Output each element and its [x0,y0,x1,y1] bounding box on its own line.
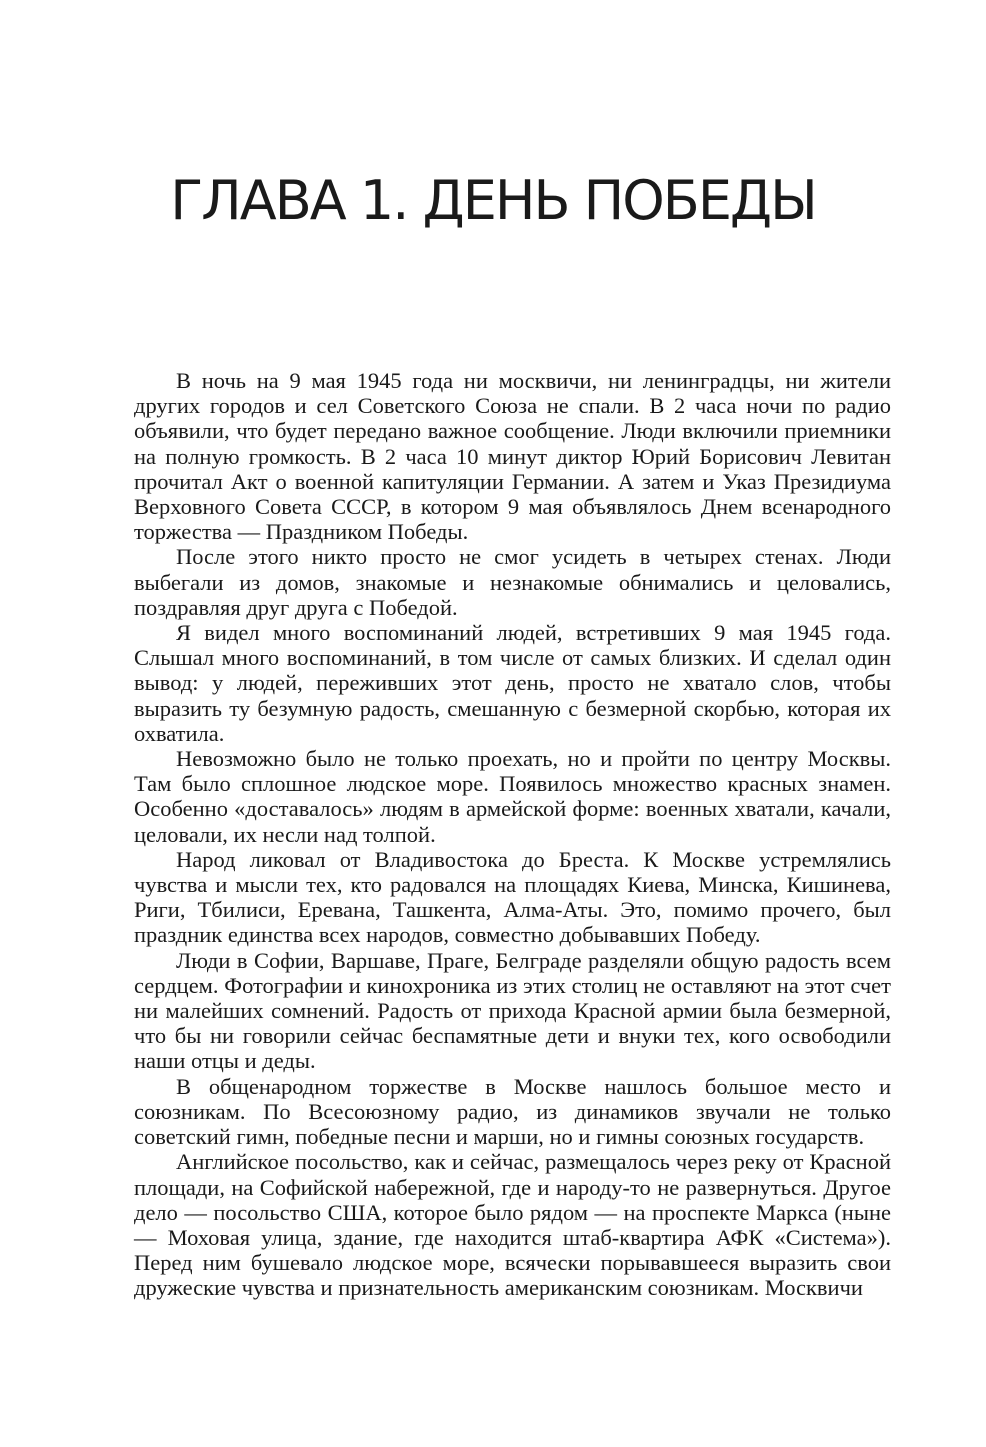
paragraph: После этого никто просто не смог усидеть в четырех стенах. Люди выбегали из домов, знакомые и незнакомые обнимались и целовались, поздравляя друг друга с Победой. [134,544,891,620]
paragraph: Народ ликовал от Владивостока до Бреста. К Москве устремлялись чувства и мысли тех, кто радовался на площадях Киева, Минска, Кишинева, Риги, Тбилиси, Еревана, Ташкента, Алма-Аты. Это, помимо прочего, был праздник единства всех народов, совместно добывавших Победу. [134,846,891,948]
paragraph: Я видел много воспоминаний людей, встретивших 9 мая 1945 года. Слышал много воспоминаний, в том числе от самых близких. И сделал один вывод: у людей, переживших этот день, просто не хватало слов, чтобы выразить ту безумную радость, смешанную с безмерной скорбью, которая их охватила. [134,620,891,746]
paragraph: В общенародном торжестве в Москве нашлось большое место и союзникам. По Всесоюзному радио, из динамиков звучали не только советский гимн, победные песни и марши, но и гимны союзных государств. [134,1073,891,1150]
chapter-body [134,368,891,1301]
paragraph: В ночь на 9 мая 1945 года ни москвичи, ни ленинградцы, ни жители других городов и сел Советского Союза не спали. В 2 часа ночи по радио объявили, что будет передано важное сообщение. Люди включили приемники на полную громкость. В 2 часа 10 минут диктор Юрий Борисович Левитан прочитал Акт о военной капитуляции Германии. А затем и Указ Президиума Верховного Совета СССР, в котором 9 мая объявлялось Днем всенародного торжества — Праздником Победы. [134,368,891,545]
paragraph: Невозможно было не только проехать, но и пройти по центру Москвы. Там было сплошное людское море. Появилось множество красных знамен. Особенно «доставалось» людям в армейской форме: военных хватали, качали, целовали, их несли над толпой. [134,746,891,847]
paragraph: Люди в Софии, Варшаве, Праге, Белграде разделяли общую радость всем сердцем. Фотографии и кинохроника из этих столиц не оставляют на этот счет ни малейших сомнений. Радость от прихода Красной армии была безмерной, что бы ни говорили сейчас беспамятные дети и внуки тех, кого освободили наши отцы и деды. [134,947,891,1074]
paragraph: Английское посольство, как и сейчас, размещалось через реку от Красной площади, на Софийской набережной, где и народу-то не развернуться. Другое дело — посольство США, которое было рядом — на проспекте Маркса (ныне — Моховая улица, здание, где находится штаб-квартира АФК «Система»). Перед ним бушевало людское море, всячески порывавшееся выразить свои дружеские чувства и признательность американским союзникам. Москвичи [134,1149,891,1301]
chapter-title: ГЛАВА 1. ДЕНЬ ПОБЕДЫ [170,169,816,232]
